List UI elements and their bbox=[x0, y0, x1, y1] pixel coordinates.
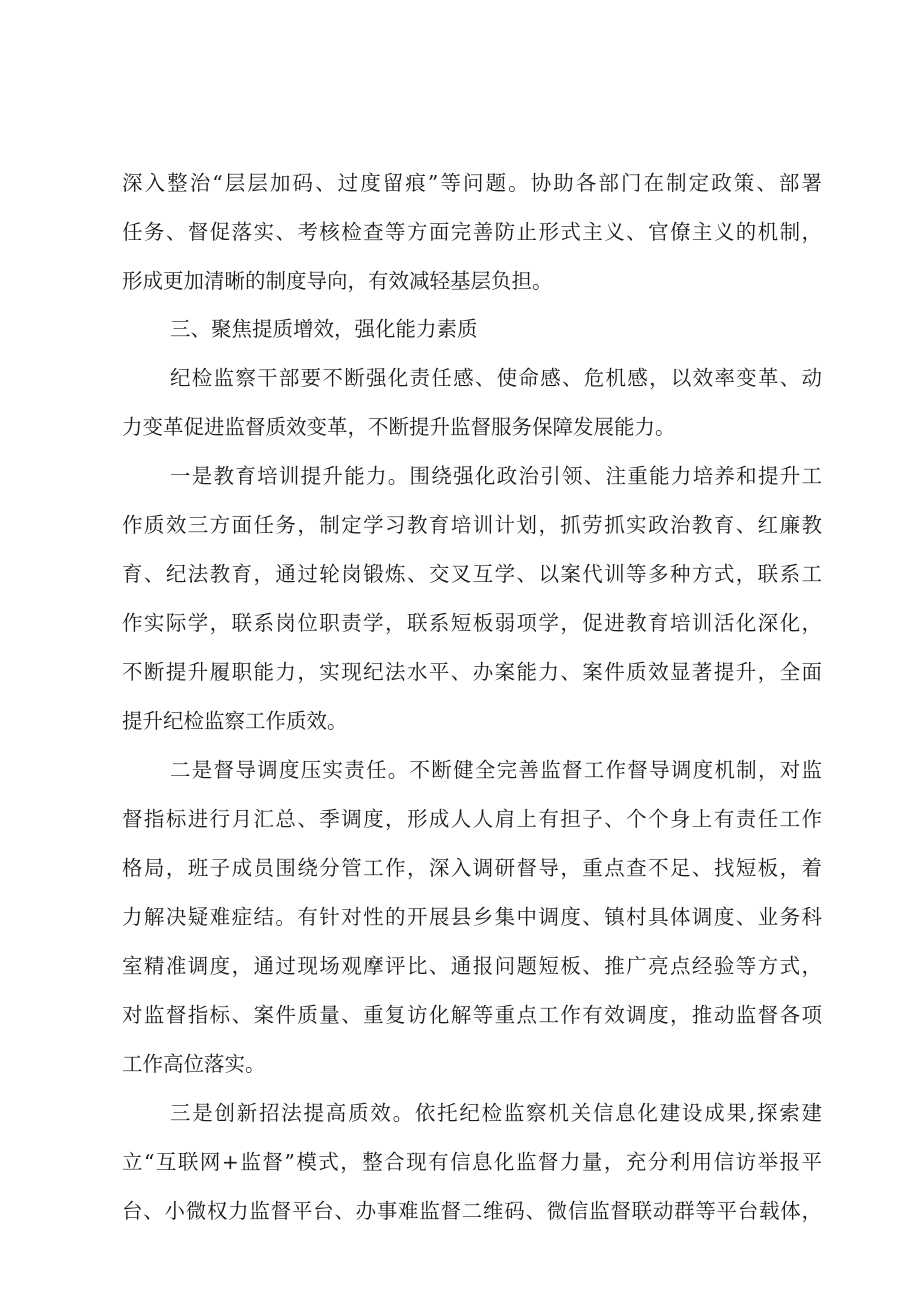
body-text-line: 作质效三方面任务，制定学习教育培训计划，抓劳抓实政治教育、红廉教 bbox=[122, 513, 822, 537]
paragraph-first-line: 一是教育培训提升能力。围绕强化政治引领、注重能力培养和提升工 bbox=[170, 464, 822, 488]
body-text-line: 工作高位落实。 bbox=[122, 1052, 266, 1076]
section-heading: 三、聚焦提质增效，强化能力素质 bbox=[170, 317, 478, 341]
body-text-line: 提升纪检监察工作质效。 bbox=[122, 709, 348, 733]
body-text-line: 任务、督促落实、考核检查等方面完善防止形式主义、官僚主义的机制， bbox=[122, 220, 822, 244]
paragraph-first-line: 纪检监察干部要不断强化责任感、使命感、危机感，以效率变革、动 bbox=[170, 366, 822, 390]
body-text-line: 对监督指标、案件质量、重复访化解等重点工作有效调度，推动监督各项 bbox=[122, 1003, 822, 1027]
body-text-line: 形成更加清晰的制度导向，有效减轻基层负担。 bbox=[122, 269, 553, 293]
paragraph-first-line: 三是创新招法提高质效。依托纪检监察机关信息化建设成果,探索建 bbox=[170, 1101, 822, 1125]
paragraph-first-line: 二是督导调度压实责任。不断健全完善监督工作督导调度机制，对监 bbox=[170, 758, 822, 782]
body-text-line: 力变革促进监督质效变革，不断提升监督服务保障发展能力。 bbox=[122, 415, 676, 439]
body-text-line: 室精准调度，通过现场观摩评比、通报问题短板、推广亮点经验等方式， bbox=[122, 954, 822, 978]
body-text-line: 力解决疑难症结。有针对性的开展县乡集中调度、镇村具体调度、业务科 bbox=[122, 905, 822, 929]
body-text-line: 作实际学，联系岗位职责学，联系短板弱项学，促进教育培训活化深化， bbox=[122, 611, 822, 635]
body-text-line: 不断提升履职能力，实现纪法水平、办案能力、案件质效显著提升，全面 bbox=[122, 660, 822, 684]
body-text-line: 立“互联网+监督”模式，整合现有信息化监督力量，充分利用信访举报平 bbox=[122, 1150, 822, 1174]
body-text-line: 深入整治“层层加码、过度留痕”等问题。协助各部门在制定政策、部署 bbox=[122, 171, 822, 195]
body-text-line: 督指标进行月汇总、季调度，形成人人肩上有担子、个个身上有责任工作 bbox=[122, 807, 822, 831]
body-text-line: 育、纪法教育，通过轮岗锻炼、交叉互学、以案代训等多种方式，联系工 bbox=[122, 562, 822, 586]
body-text-line: 台、小微权力监督平台、办事难监督二维码、微信监督联动群等平台载体， bbox=[122, 1199, 822, 1223]
body-text-line: 格局，班子成员围绕分管工作，深入调研督导，重点查不足、找短板，着 bbox=[122, 856, 822, 880]
